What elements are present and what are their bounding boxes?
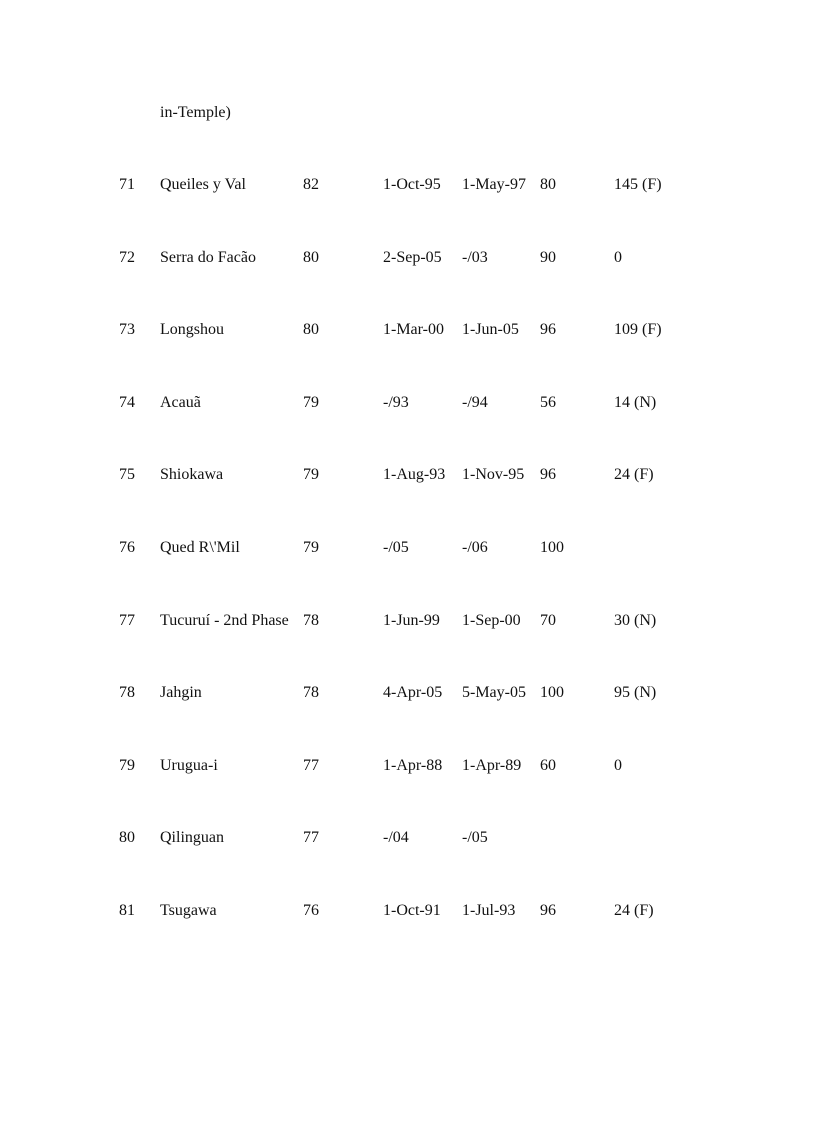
- row-note: 14 (N): [614, 393, 657, 411]
- row-note: 145 (F): [614, 176, 662, 193]
- row-percent: 56: [540, 393, 556, 411]
- row-note: 0: [614, 756, 622, 774]
- row-start-date: -/93: [383, 393, 409, 411]
- row-note: 24 (F): [614, 901, 654, 919]
- row-name: Jahgin: [160, 684, 202, 702]
- row-end-date: -/03: [462, 248, 488, 266]
- table-row: [0, 393, 816, 466]
- row-number: 72: [119, 248, 135, 266]
- row-start-date: 1-Oct-95: [383, 176, 441, 193]
- row-height: 79: [303, 393, 319, 411]
- row-start-date: 2-Sep-05: [383, 248, 442, 266]
- row-number: 79: [119, 756, 135, 774]
- row-height: 78: [303, 684, 319, 702]
- table-row: [0, 320, 816, 393]
- data-table: [0, 175, 816, 974]
- row-height: 76: [303, 901, 319, 919]
- row-height: 79: [303, 466, 319, 484]
- row-number: 75: [119, 466, 135, 484]
- row-start-date: 1-Jun-99: [383, 611, 440, 629]
- row-end-date: 1-Jul-93: [462, 901, 516, 919]
- row-name: Longshou: [160, 321, 224, 339]
- table-row: [0, 756, 816, 829]
- row-note: 24 (F): [614, 466, 654, 484]
- row-start-date: 1-Apr-88: [383, 756, 443, 774]
- row-end-date: 5-May-05: [462, 684, 526, 702]
- row-percent: 100: [540, 684, 564, 702]
- row-number: 78: [119, 684, 135, 702]
- table-row: [0, 248, 816, 321]
- row-percent: 96: [540, 321, 556, 339]
- continued-text: in-Temple): [160, 104, 231, 121]
- row-name: Urugua-i: [160, 756, 218, 774]
- row-percent: 80: [540, 176, 556, 193]
- row-name: Qilinguan: [160, 829, 224, 847]
- row-start-date: 1-Mar-00: [383, 321, 444, 339]
- row-height: 77: [303, 829, 319, 847]
- row-start-date: 1-Aug-93: [383, 466, 446, 484]
- row-start-date: -/04: [383, 829, 409, 847]
- row-note: 109 (F): [614, 321, 662, 339]
- table-row: [0, 901, 816, 974]
- row-height: 77: [303, 756, 319, 774]
- row-name: Tsugawa: [160, 901, 217, 919]
- row-number: 81: [119, 901, 135, 919]
- row-end-date: 1-Apr-89: [462, 756, 522, 774]
- row-note: 95 (N): [614, 684, 657, 702]
- row-end-date: -/05: [462, 829, 488, 847]
- row-start-date: -/05: [383, 538, 409, 556]
- row-note: 0: [614, 248, 622, 266]
- row-percent: 90: [540, 248, 556, 266]
- table-row: [0, 611, 816, 684]
- row-number: 80: [119, 829, 135, 847]
- row-number: 73: [119, 321, 135, 339]
- row-name: Shiokawa: [160, 466, 224, 484]
- row-percent: 96: [540, 901, 556, 919]
- row-name: Serra do Facão: [160, 248, 256, 266]
- row-end-date: 1-May-97: [462, 176, 526, 193]
- row-start-date: 4-Apr-05: [383, 684, 443, 702]
- table-row: [0, 465, 816, 538]
- row-percent: 70: [540, 611, 556, 629]
- row-end-date: -/06: [462, 538, 488, 556]
- row-end-date: 1-Nov-95: [462, 466, 525, 484]
- row-percent: 100: [540, 538, 564, 556]
- row-number: 76: [119, 538, 135, 556]
- row-start-date: 1-Oct-91: [383, 901, 441, 919]
- row-height: 78: [303, 611, 319, 629]
- row-height: 82: [303, 176, 319, 193]
- table-row: [0, 683, 816, 756]
- table-row: [0, 538, 816, 611]
- row-height: 80: [303, 321, 319, 339]
- row-number: 77: [119, 611, 135, 629]
- row-end-date: 1-Jun-05: [462, 321, 519, 339]
- row-number: 74: [119, 393, 135, 411]
- row-height: 80: [303, 248, 319, 266]
- row-percent: 96: [540, 466, 556, 484]
- row-percent: 60: [540, 756, 556, 774]
- row-name: Tucuruí - 2nd Phase: [160, 611, 289, 629]
- row-name: Queiles y Val: [160, 176, 246, 193]
- row-name: Qued R\'Mil: [160, 538, 240, 556]
- table-row: [0, 175, 816, 248]
- row-number: 71: [119, 176, 135, 193]
- table-row: [0, 828, 816, 901]
- row-name: Acauã: [160, 393, 201, 411]
- row-height: 79: [303, 538, 319, 556]
- row-end-date: 1-Sep-00: [462, 611, 521, 629]
- row-end-date: -/94: [462, 393, 488, 411]
- row-note: 30 (N): [614, 611, 657, 629]
